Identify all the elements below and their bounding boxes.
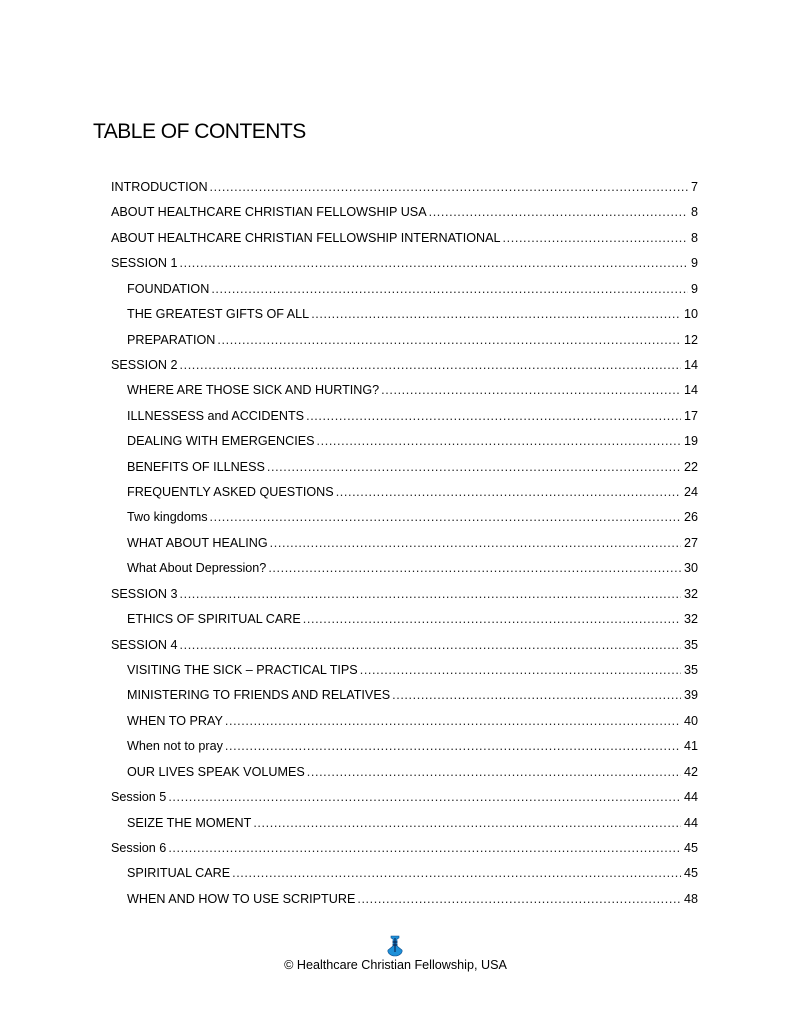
- toc-entry-label: SESSION 1: [111, 256, 178, 271]
- toc-entry[interactable]: [111, 587, 698, 612]
- dot-leader: [360, 663, 681, 677]
- toc-entry-page: 35: [683, 637, 698, 652]
- toc-entry-label: SPIRITUAL CARE: [127, 866, 231, 881]
- toc-entry[interactable]: [111, 765, 698, 790]
- toc-entry[interactable]: [111, 688, 698, 713]
- dot-leader: [180, 256, 688, 270]
- toc-entry-page: 39: [683, 688, 698, 703]
- dot-leader: [317, 434, 681, 448]
- dot-leader: [210, 510, 681, 524]
- toc-entry-page: 14: [683, 357, 698, 372]
- page-title: TABLE OF CONTENTS: [93, 120, 306, 143]
- dot-leader: [392, 688, 681, 702]
- toc-entry-label: ETHICS OF SPIRITUAL CARE: [127, 612, 301, 627]
- dot-leader: [357, 892, 681, 906]
- dot-leader: [306, 409, 681, 423]
- fellowship-logo-icon: [386, 935, 404, 957]
- toc-entry-page: 22: [683, 459, 698, 474]
- toc-entry[interactable]: [111, 841, 698, 866]
- toc-entry[interactable]: [111, 205, 698, 230]
- toc-entry[interactable]: [111, 383, 698, 408]
- toc-entry-page: 9: [690, 281, 698, 296]
- toc-entry-page: 32: [683, 586, 698, 601]
- toc-entry-page: 30: [683, 561, 698, 576]
- dot-leader: [180, 358, 681, 372]
- dot-leader: [253, 816, 681, 830]
- toc-entry-label: SESSION 3: [111, 586, 178, 601]
- dot-leader: [270, 536, 681, 550]
- toc-entry-label: SEIZE THE MOMENT: [127, 815, 252, 830]
- toc-entry[interactable]: [111, 333, 698, 358]
- dot-leader: [217, 333, 681, 347]
- toc-entry-label: WHERE ARE THOSE SICK AND HURTING?: [127, 383, 380, 398]
- toc-entry-label: What About Depression?: [127, 561, 267, 576]
- toc-entry-label: FREQUENTLY ASKED QUESTIONS: [127, 485, 334, 500]
- toc-entry-label: THE GREATEST GIFTS OF ALL: [127, 307, 310, 322]
- dot-leader: [336, 485, 681, 499]
- toc-entry-label: FOUNDATION: [127, 281, 210, 296]
- dot-leader: [168, 790, 681, 804]
- toc-entry-label: ILLNESSESS and ACCIDENTS: [127, 408, 305, 423]
- toc-entry[interactable]: [111, 409, 698, 434]
- toc-entry-page: 8: [690, 230, 698, 245]
- toc-entry[interactable]: [111, 892, 698, 917]
- toc-entry[interactable]: [111, 510, 698, 535]
- dot-leader: [381, 383, 681, 397]
- table-of-contents: [111, 180, 698, 917]
- dot-leader: [232, 866, 681, 880]
- toc-entry-page: 45: [683, 840, 698, 855]
- footer-copyright: © Healthcare Christian Fellowship, USA: [284, 958, 507, 972]
- toc-entry[interactable]: [111, 739, 698, 764]
- toc-entry-label: BENEFITS OF ILLNESS: [127, 459, 265, 474]
- toc-entry-page: 19: [683, 434, 698, 449]
- toc-entry[interactable]: [111, 612, 698, 637]
- toc-entry-label: OUR LIVES SPEAK VOLUMES: [127, 764, 305, 779]
- dot-leader: [168, 841, 681, 855]
- toc-entry-page: 14: [683, 383, 698, 398]
- dot-leader: [429, 205, 688, 219]
- toc-entry-page: 42: [683, 764, 698, 779]
- toc-entry-label: INTRODUCTION: [111, 180, 208, 194]
- dot-leader: [225, 739, 681, 753]
- toc-entry-page: 9: [690, 256, 698, 271]
- toc-entry-label: Two kingdoms: [127, 510, 208, 525]
- toc-entry-page: 41: [683, 739, 698, 754]
- dot-leader: [211, 282, 688, 296]
- toc-entry-page: 44: [683, 790, 698, 805]
- toc-entry-label: VISITING THE SICK – PRACTICAL TIPS: [127, 663, 358, 678]
- toc-entry-page: 10: [683, 307, 698, 322]
- dot-leader: [267, 460, 681, 474]
- toc-entry[interactable]: [111, 180, 698, 205]
- toc-entry-page: 45: [683, 866, 698, 881]
- dot-leader: [210, 180, 688, 194]
- toc-entry-label: WHAT ABOUT HEALING: [127, 535, 268, 550]
- toc-entry-label: SESSION 2: [111, 357, 178, 372]
- toc-entry-page: 35: [683, 663, 698, 678]
- toc-entry-label: ABOUT HEALTHCARE CHRISTIAN FELLOWSHIP USA: [111, 205, 427, 220]
- toc-entry-label: MINISTERING TO FRIENDS AND RELATIVES: [127, 688, 391, 703]
- toc-entry-label: When not to pray: [127, 739, 223, 754]
- toc-entry-page: 48: [683, 891, 698, 906]
- toc-entry-page: 26: [683, 510, 698, 525]
- toc-entry[interactable]: [111, 790, 698, 815]
- toc-entry-page: 7: [690, 180, 698, 194]
- toc-entry[interactable]: [111, 358, 698, 383]
- toc-entry-label: Session 6: [111, 840, 167, 855]
- toc-entry-label: SESSION 4: [111, 637, 178, 652]
- toc-entry[interactable]: [111, 816, 698, 841]
- toc-entry[interactable]: [111, 714, 698, 739]
- toc-entry-label: ABOUT HEALTHCARE CHRISTIAN FELLOWSHIP INTERNATIONAL: [111, 230, 501, 245]
- toc-entry-page: 12: [683, 332, 698, 347]
- toc-entry-label: PREPARATION: [127, 332, 216, 347]
- toc-entry-label: WHEN AND HOW TO USE SCRIPTURE: [127, 891, 356, 906]
- dot-leader: [180, 587, 681, 601]
- dot-leader: [307, 765, 681, 779]
- toc-entry-page: 27: [683, 535, 698, 550]
- toc-entry[interactable]: [111, 434, 698, 459]
- dot-leader: [225, 714, 681, 728]
- toc-entry[interactable]: [111, 282, 698, 307]
- toc-entry[interactable]: [111, 485, 698, 510]
- toc-entry[interactable]: [111, 256, 698, 281]
- toc-entry[interactable]: [111, 460, 698, 485]
- toc-entry-label: Session 5: [111, 790, 167, 805]
- toc-entry-page: 24: [683, 485, 698, 500]
- toc-entry[interactable]: [111, 231, 698, 256]
- dot-leader: [180, 638, 681, 652]
- toc-entry-label: WHEN TO PRAY: [127, 713, 223, 728]
- dot-leader: [503, 231, 688, 245]
- dot-leader: [268, 561, 681, 575]
- toc-entry[interactable]: [111, 536, 698, 561]
- dot-leader: [303, 612, 681, 626]
- toc-entry-page: 40: [683, 713, 698, 728]
- toc-entry[interactable]: [111, 307, 698, 332]
- toc-entry-page: 32: [683, 612, 698, 627]
- toc-entry[interactable]: [111, 866, 698, 891]
- toc-entry[interactable]: [111, 663, 698, 688]
- toc-entry[interactable]: [111, 561, 698, 586]
- toc-entry-page: 17: [683, 408, 698, 423]
- toc-entry[interactable]: [111, 638, 698, 663]
- toc-entry-page: 8: [690, 205, 698, 220]
- dot-leader: [311, 307, 681, 321]
- toc-entry-label: DEALING WITH EMERGENCIES: [127, 434, 315, 449]
- toc-entry-page: 44: [683, 815, 698, 830]
